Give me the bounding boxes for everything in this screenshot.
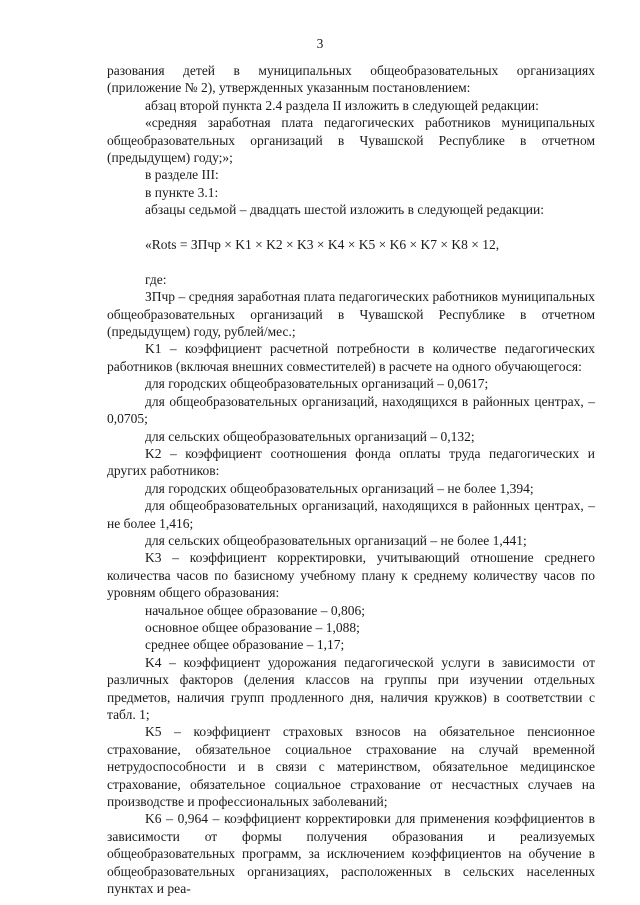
definition-k2: K2 – коэффициент соотношения фонда оплаты труда педагогических и других работников: [107, 445, 595, 479]
definition-k3: K3 – коэффициент корректировки, учитывающий отношение среднего количества часов по базисному учебному плану к среднему количеству часов по уровням общего образования: [107, 550, 595, 601]
definition-k5: K5 – коэффициент страховых взносов на обязательное пенсионное страхование, обязательное социальное страхование на случай временной нетрудоспособности и в связи с материнством, обязательное медицинское страхование, обязательное социальное страхование от несчастных случаев на производстве и профессиональных заболеваний; [107, 724, 595, 810]
paragraph: в пункте 3.1: [145, 184, 219, 200]
definition-k4: K4 – коэффициент удорожания педагогической услуги в зависимости от различных факторов (деления классов на группы при изучении отдельных предметов, наличия групп продленного дня, наличия кружков) в соответствии с табл. 1; [107, 654, 595, 722]
paragraph: абзац второй пункта 2.4 раздела II изложить в следующей редакции: [145, 97, 539, 113]
list-item: для общеобразовательных организаций, находящихся в районных центрах, – не более 1,416; [107, 498, 595, 531]
paragraph: в разделе III: [145, 167, 219, 183]
list-item: среднее общее образование – 1,17; [145, 637, 345, 653]
paragraph: абзацы седьмой – двадцать шестой изложить в следующей редакции: [145, 202, 544, 218]
list-item: для сельских общеобразовательных организаций – не более 1,441; [145, 532, 527, 548]
paragraph: «средняя заработная плата педагогических работников муниципальных общеобразовательных организаций в Чувашской Республике в отчетном (предыдущем) году;»; [107, 115, 595, 166]
document-body [107, 62, 595, 897]
formula: «Rots = ЗПчр × K1 × K2 × K3 × K4 × K5 × K6 × K7 × K8 × 12, [145, 237, 500, 253]
definition-zp: ЗПчр – средняя заработная плата педагогических работников муниципальных общеобразовательных организаций в Чувашской Республике в отчетном (предыдущем) году, рублей/мес.; [107, 289, 595, 340]
where-label: где: [145, 271, 167, 287]
list-item: для общеобразовательных организаций, находящихся в районных центрах, – 0,0705; [107, 393, 595, 427]
list-item: основное общее образование – 1,088; [145, 619, 360, 635]
list-item: для сельских общеобразовательных организаций – 0,132; [145, 428, 475, 444]
list-item: начальное общее образование – 0,806; [145, 602, 365, 618]
page-number: 3 [316, 36, 324, 51]
list-item: для городских общеобразовательных организаций – не более 1,394; [145, 480, 534, 496]
definition-k1: K1 – коэффициент расчетной потребности в количестве педагогических работников (включая внешних совместителей) в расчете на одного обучающегося: [107, 341, 595, 374]
paragraph: разования детей в муниципальных общеобразовательных организациях (приложение № 2), утвержденных указанным постановлением: [107, 63, 595, 96]
list-item: для городских общеобразовательных организаций – 0,0617; [145, 376, 489, 392]
definition-k6: K6 – 0,964 – коэффициент корректировки для применения коэффициентов в зависимости от формы получения образования и реализуемых общеобразовательных программ, за исключением коэффициентов на обучение в общеобразовательных организациях, расположенных в сельских населенных пунктах и реа- [107, 811, 595, 897]
